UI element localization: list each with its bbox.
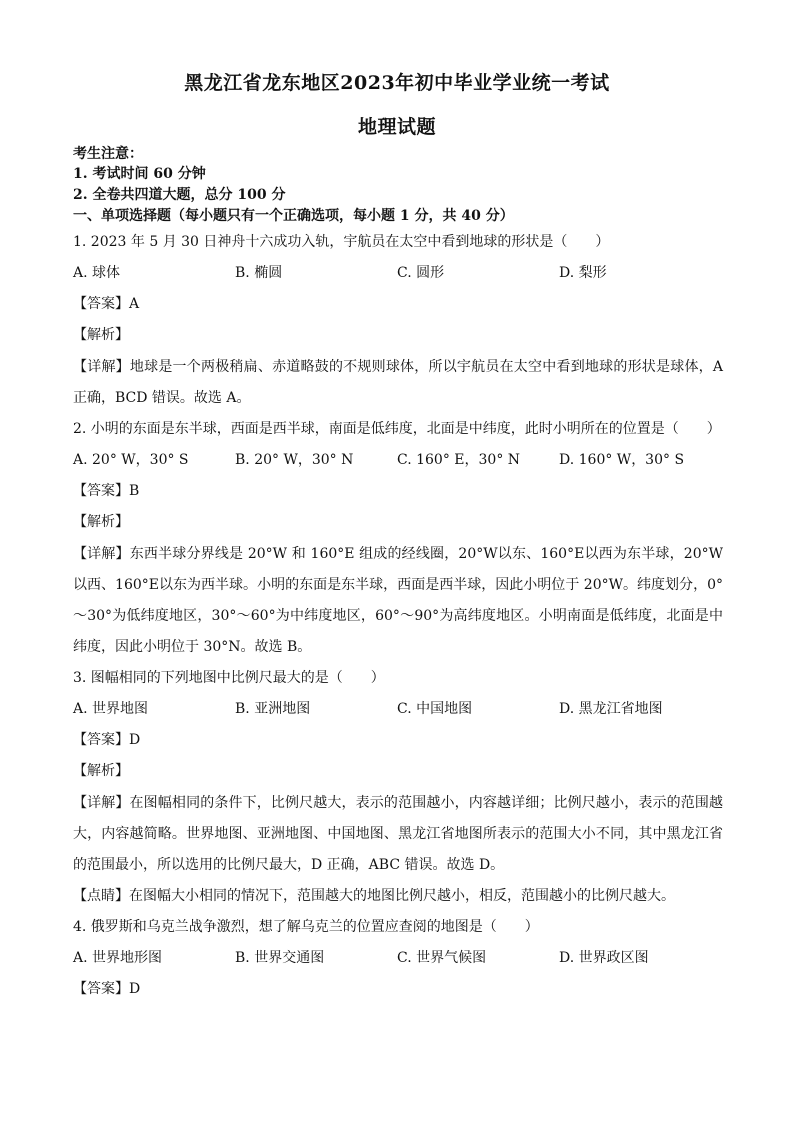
- notice-item-1: 1. 考试时间 60 分钟: [73, 166, 206, 182]
- question-1-analysis: 【解析】: [73, 327, 129, 343]
- option-c: C. 160° E，30° N: [397, 452, 521, 468]
- option-b: B. 亚洲地图: [235, 701, 311, 717]
- option-b: B. 世界交通图: [235, 950, 325, 966]
- notice-heading: 考生注意：: [73, 146, 143, 162]
- exam-title: 黑龙江省龙东地区2023年初中毕业学业统一考试: [184, 72, 610, 94]
- option-d: D. 世界政区图: [559, 950, 649, 966]
- question-1-detail: 【详解】地球是一个两极稍扁、赤道略鼓的不规则球体，所以宇航员在太空中看到地球的形状是球体，A 正确，BCD 错误。故选 A。: [73, 359, 723, 406]
- question-1-answer: 【答案】A: [73, 296, 140, 312]
- question-1-options: [73, 265, 723, 282]
- section-heading: 一、单项选择题（每小题只有一个正确选项，每小题 1 分，共 40 分）: [73, 208, 514, 224]
- question-1-stem: 1. 2023 年 5 月 30 日神舟十六成功入轨，宇航员在太空中看到地球的形状是（ ）: [73, 234, 610, 250]
- question-3-stem: 3. 图幅相同的下列地图中比例尺最大的是（ ）: [73, 670, 385, 686]
- option-a: A. 世界地图: [73, 701, 149, 717]
- option-d: D. 黑龙江省地图: [559, 701, 663, 717]
- question-3-answer: 【答案】D: [73, 732, 141, 748]
- option-b: B. 20° W，30° N: [235, 452, 354, 468]
- question-2-answer: 【答案】B: [73, 483, 140, 499]
- option-a: A. 20° W，30° S: [73, 452, 189, 468]
- option-c: C. 圆形: [397, 265, 445, 281]
- question-2-detail: 【详解】东西半球分界线是 20°W 和 160°E 组成的经线圈，20°W以东、160°E以西为东半球，20°W以西、160°E以东为西半球。小明的东面是东半球，西面是西半球，因此小明位于 20°W。纬度划分，0°～30°为低纬度地区，30°～60°为中纬度地区，60°～90°为高纬度地区。小明南面是低纬度，北面是中纬度，因此小明位于 30°N。故选 B。: [73, 546, 723, 655]
- question-4-options: [73, 950, 723, 967]
- option-a: A. 世界地形图: [73, 950, 163, 966]
- question-2-stem: 2. 小明的东面是东半球，西面是西半球，南面是低纬度，北面是中纬度，此时小明所在的位置是（ ）: [73, 421, 721, 437]
- option-a: A. 球体: [73, 265, 121, 281]
- question-4-answer: 【答案】D: [73, 981, 141, 997]
- notice-item-2: 2. 全卷共四道大题，总分 100 分: [73, 187, 286, 203]
- question-4-stem: 4. 俄罗斯和乌克兰战争激烈，想了解乌克兰的位置应查阅的地图是（ ）: [73, 919, 539, 935]
- exam-subtitle: 地理试题: [357, 116, 436, 138]
- option-d: D. 160° W，30° S: [559, 452, 685, 468]
- option-c: C. 中国地图: [397, 701, 473, 717]
- question-3-options: [73, 701, 723, 718]
- option-b: B. 椭圆: [235, 265, 283, 281]
- question-3-detail: 【详解】在图幅相同的条件下，比例尺越大，表示的范围越小，内容越详细；比例尺越小，表示的范围越大，内容越简略。世界地图、亚洲地图、中国地图、黑龙江省地图所表示的范围大小不同，其中黑龙江省的范围最小，所以选用的比例尺最大，D 正确，ABC 错误。故选 D。: [73, 795, 723, 873]
- question-2-options: [73, 452, 723, 469]
- question-3-analysis: 【解析】: [73, 763, 129, 779]
- question-2-analysis: 【解析】: [73, 514, 129, 530]
- option-c: C. 世界气候图: [397, 950, 487, 966]
- question-3-tip: 【点睛】在图幅大小相同的情况下，范围越大的地图比例尺越小，相反，范围越小的比例尺越大。: [73, 888, 675, 904]
- option-d: D. 梨形: [559, 265, 607, 281]
